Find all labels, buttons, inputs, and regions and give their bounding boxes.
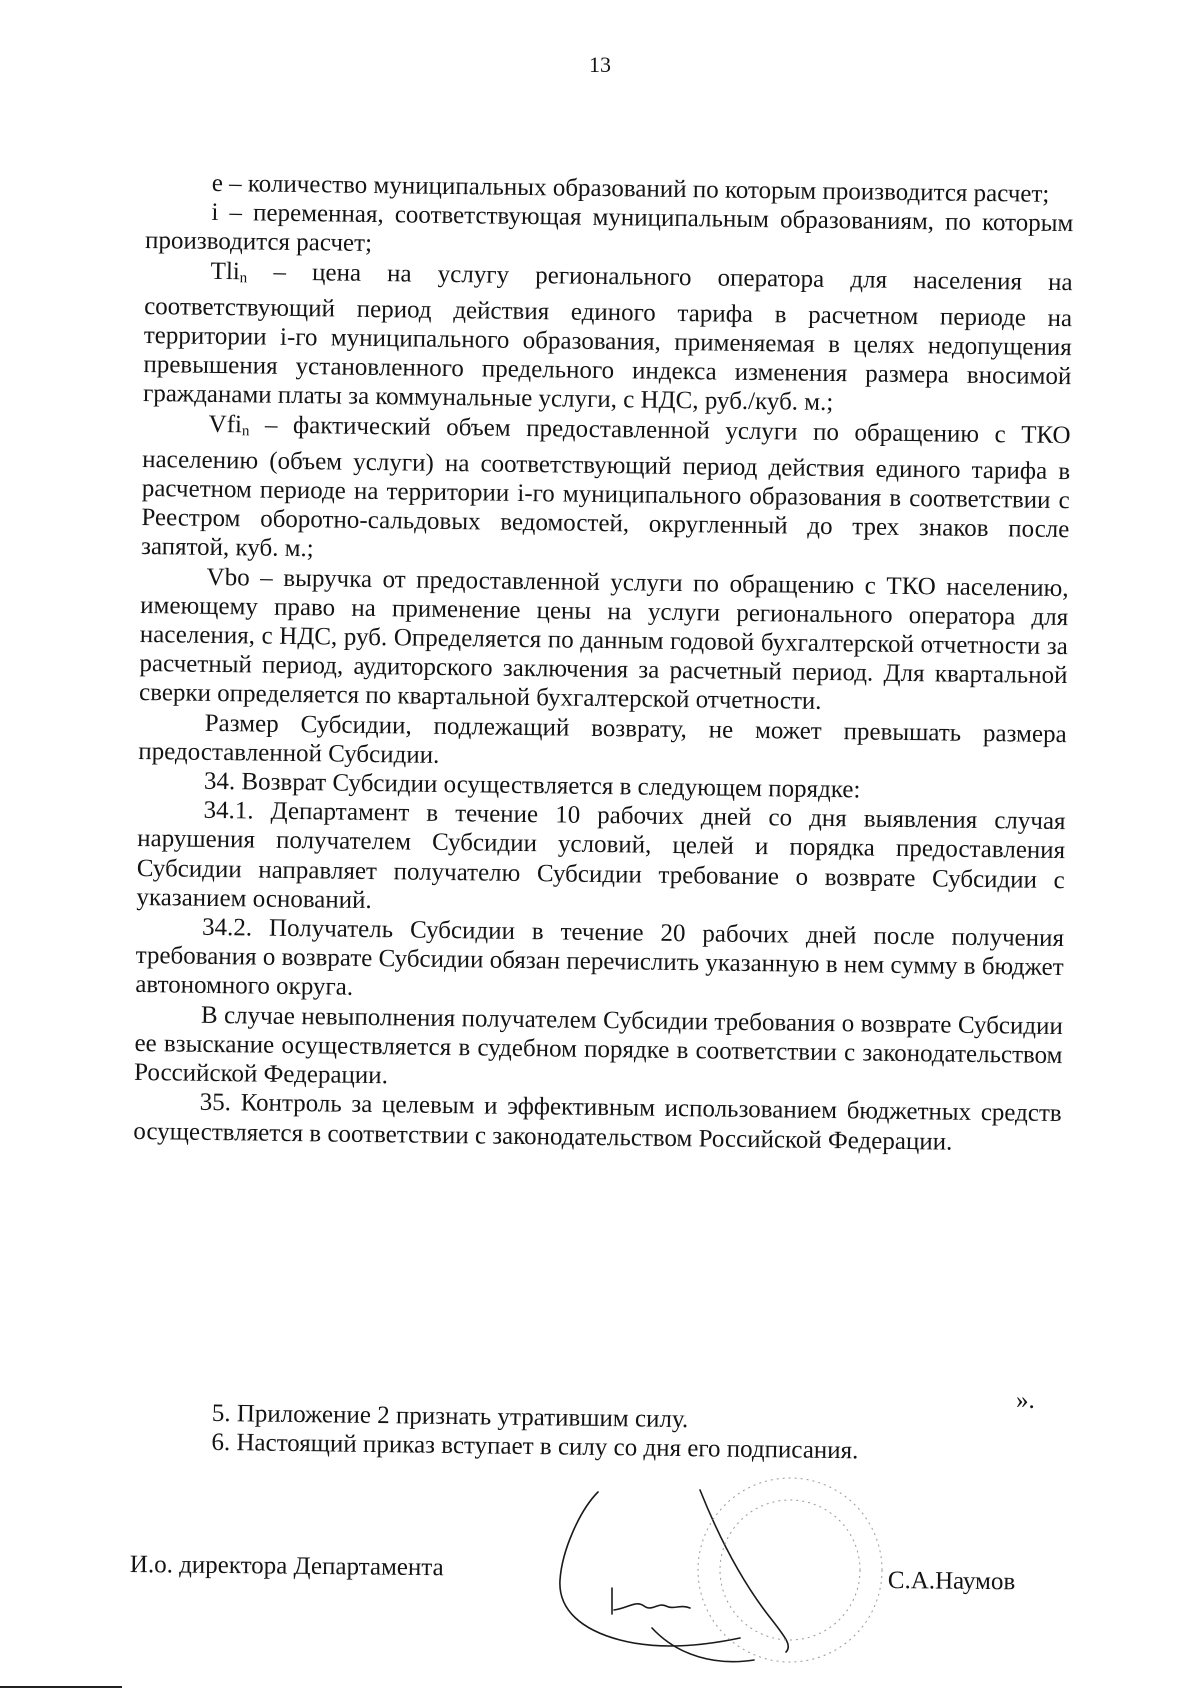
signatory-title: И.о. директора Департамента — [129, 1551, 444, 1582]
symbol-tli-subscript: n — [239, 269, 248, 286]
closing-quote: ». — [1016, 1387, 1035, 1414]
tli-definition-text: – цена на услугу регионального оператора для населения на соответствующий период действия единого тарифа в расчетном периоде на территории i-го муниципального образования, применяемая в целях недопущения превышения установленного предельного индекса изменения размера вносимой гражданами платы за коммунальные услуги, с НДС, руб./куб. м.; — [142, 257, 1073, 417]
paragraph-e-definition: e – количество муниципальных образований по которым производится расчет; — [211, 169, 1050, 208]
paragraph-35: 35. Контроль за целевым и эффективным использованием бюджетных средств осуществляется в соответствии с законодательством Российской Федерации. — [133, 1089, 1062, 1156]
item-5: 5. Приложение 2 признать утратившим силу. — [211, 1399, 689, 1434]
symbol-vfi-subscript: n — [241, 422, 250, 440]
paragraph-tli-definition — [143, 256, 1073, 421]
vfi-definition-text: – фактический объем предоставленной услуги по обращению с ТКО населению (объем услуги) на соответствующий период действия единого тарифа в расчетном периоде на территории i-го муниципального образования в соответствии с Реестром оборотно-сальдовых ведомостей, округленный до трех знаков после запятой, куб. м.; — [140, 411, 1071, 563]
page-number: 13 — [589, 52, 611, 77]
document-body — [133, 168, 1074, 1158]
paragraph-34-1: 34.1. Департамент в течение 10 рабочих дней со дня выявления случая нарушения получателем Субсидии условий, целей и порядка предоставления Субсидии направляет получателю Субсидии требование о возврате Субсидии с указанием оснований. — [136, 797, 1066, 914]
paragraph-court-recovery: В случае невыполнения получателем Субсидии требования о возврате Субсидии ее взыскание осуществляется в судебном порядке в соответствии с законодательством Российской Федерации. — [133, 1001, 1064, 1090]
symbol-tli: Tli — [210, 257, 241, 285]
paragraph-subsidy-limit: Размер Субсидии, подлежащий возврату, не может превышать размера предоставленной Субсидии. — [138, 709, 1067, 769]
signatory-name: С.А.Наумов — [887, 1567, 1016, 1596]
symbol-vfi: Vfi — [208, 410, 243, 438]
item-6: 6. Настоящий приказ вступает в силу со дня его подписания. — [211, 1429, 859, 1465]
paragraph-vfi-definition — [141, 409, 1071, 574]
paragraph-34: 34. Возврат Субсидии осуществляется в следующем порядке: — [203, 767, 861, 804]
paragraph-i-definition: i – переменная, соответствующая муниципальным образованиям, по которым производится расчет; — [144, 199, 1074, 258]
bottom-edge-line — [0, 1686, 122, 1688]
order-items — [145, 1398, 1074, 1469]
paragraph-34-2: 34.2. Получатель Субсидии в течение 20 рабочих дней после получения требования о возврате Субсидии обязан перечислить указанную в нем сумму в бюджет автономного округа. — [135, 913, 1065, 1002]
paragraph-vbo-definition: Vbo – выручка от предоставленной услуги по обращению с ТКО населению, имеющему право на применение цены на услуги регионального оператора для населения, с НДС, руб. Определяется по данным годовой бухгалтерской отчетности за расчетный период, аудиторского заключения за расчетный период. Для квартальной сверки определяется по квартальной бухгалтерской отчетности. — [138, 563, 1069, 716]
